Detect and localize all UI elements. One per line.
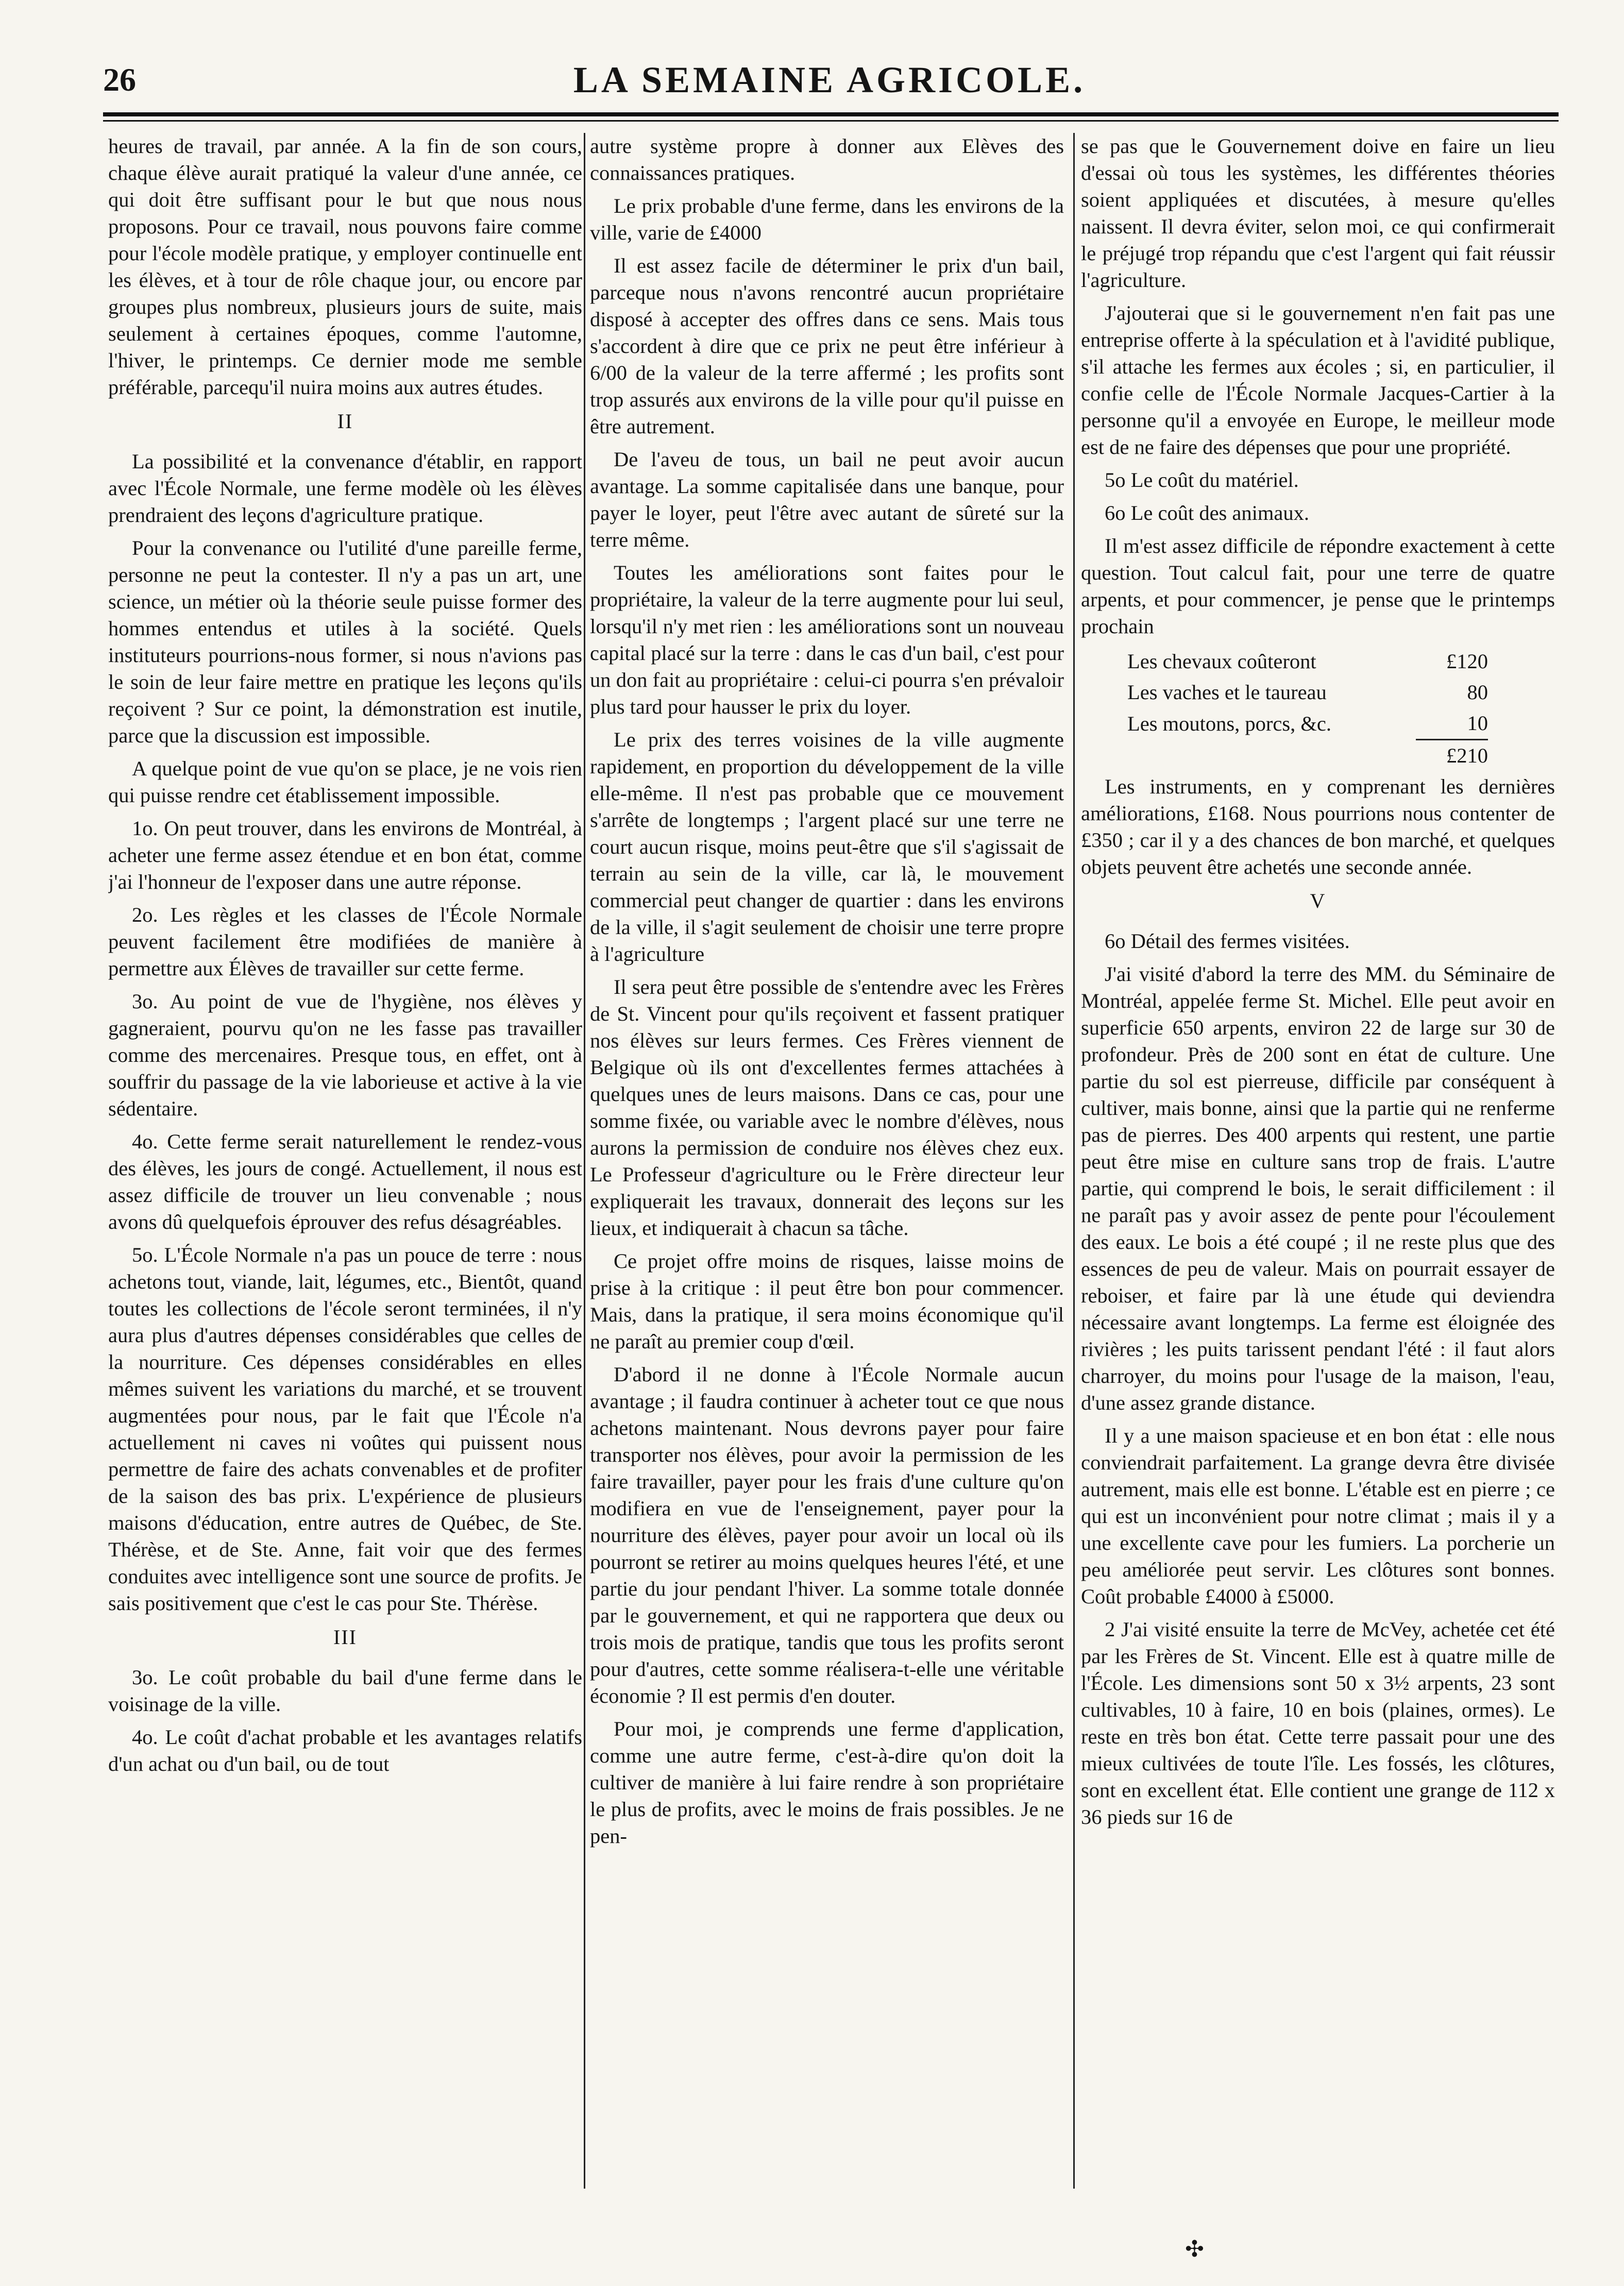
paragraph: 6o Le coût des animaux. xyxy=(1105,501,1310,524)
section-heading: II xyxy=(337,410,353,433)
cost-label: Les chevaux coûteront xyxy=(1127,650,1316,673)
paragraph: 5o. L'École Normale n'a pas un pouce de terre : nous achetons tout, viande, lait, légumes, etc., Bientôt, quand toutes les collections de l'école seront terminées, il n'y aura plus d'autres dépenses considérables que celles de la nourriture. Ces dépenses considérables en elles mêmes suivent les variations du marché, et se trouvent augmentées pour nous, par le fait que l'École n'a actuellement ni caves ni voûtes qui puissent nous permettre de faire des achats convenables et de profiter de la saison des bas prix. L'expérience de plusieurs maisons d'éducation, entre autres de Québec, de Ste. Thérèse, et de Ste. Anne, fait voir que des fermes conduites avec intelligence sont une source de profits. Je sais positivement que c'est le cas pour Ste. Thérèse. xyxy=(108,1243,582,1615)
paragraph: heures de travail, par année. A la fin de son cours, chaque élève aurait pratiqué la valeur d'une année, ce qui doit être suffisant pour le but que nous nous proposons. Pour ce travail, nous pouvons faire comme pour l'école modèle pratique, y employer continuelle ent les élèves, et à tour de rôle chaque jour, ou encore par groupes plus nombreux, plusieurs jours de suite, mais seulement à certaines époques, comme l'automne, l'hiver, le printemps. Ce dernier mode me semble préférable, parcequ'il nuira moins aux autres études. xyxy=(108,134,582,399)
paragraph: autre système propre à donner aux Elèves des connaissances pratiques. xyxy=(590,134,1064,184)
paragraph: 1o. On peut trouver, dans les environs de Montréal, à acheter une ferme assez étendue et en bon état, comme j'ai l'honneur de l'exposer dans une autre réponse. xyxy=(108,817,582,893)
paragraph: Toutes les améliorations sont faites pour le propriétaire, la valeur de la terre augmente pour lui seul, lorsqu'il n'y met rien : les améliorations sont un nouveau capital placé sur la terre : dans le cas d'un bail, c'est pour un don fait au propriétaire : celui-ci pourra s'en prévaloir plus tard pour hausser le prix du loyer. xyxy=(590,561,1064,718)
cost-total-spacer xyxy=(1127,740,1416,772)
paragraph: Il sera peut être possible de s'entendre avec les Frères de St. Vincent pour qu'ils reçoivent et fassent pratiquer nos élèves sur leurs fermes. Ces Frères viennent de Belgique où ils ont d'excellentes fermes attachées à quelques unes de leurs maisons. Dans ce cas, pour une somme fixée, ou variable avec le nombre d'élèves, nous aurons la permission de conduire nos élèves chez eux. Le Professeur d'agriculture ou le Frère directeur leur expliquerait les travaux, donnerait des leçons sur les lieux, et indiquerait à chacun sa tâche. xyxy=(590,975,1064,1240)
paragraph: Il m'est assez difficile de répondre exactement à cette question. Tout calcul fait, pour une terre de quatre arpents, et pour commencer, je pense que le printemps prochain xyxy=(1081,534,1555,638)
paragraph: 4o. Cette ferme serait naturellement le rendez-vous des élèves, les jours de congé. Actuellement, il nous est assez difficile de trouver un lieu convenable ; nous avons dû quelquefois éprouver des refus désagréables. xyxy=(108,1130,582,1233)
paragraph: Pour la convenance ou l'utilité d'une pareille ferme, personne ne peut la contester. Il n'y a pas un art, une science, un métier où la théorie seule puisse former des hommes entendus et utiles à la société. Quels instituteurs pourrions-nous former, si nous n'avions pas le soin de leur faire mettre en pratique les leçons qu'ils reçoivent ? Sur ce point, la démonstration est inutile, parce que la discussion est impossible. xyxy=(108,536,582,747)
paragraph: se pas que le Gouvernement doive en faire un lieu d'essai où tous les systèmes, les différentes théories soient appliquées et discutées, à mesure qu'elles naissent. Il devra éviter, selon moi, ce qui confirmerait le préjugé trop répandu que c'est l'argent qui fait réussir l'agriculture. xyxy=(1081,134,1555,292)
page-number: 26 xyxy=(103,61,136,98)
cost-amount: £120 xyxy=(1446,650,1488,673)
paragraph: D'abord il ne donne à l'École Normale aucun avantage ; il faudra continuer à acheter tout ce que nous achetons maintenant. Nous devrons payer pour faire transporter nos élèves, pour avoir la permission de les faire travailler, payer pour les frais d'une culture qu'on modifiera en vue de l'enseignement, payer pour la nourriture des élèves, payer pour avoir un local où ils pourront se retirer au moins quelques heures l'été, et une partie du jour pendant l'hiver. La somme totale donnée par le gouvernement, et qui ne rapportera que deux ou trois mois de pratique, tandis que tous les profits seront pour d'autres, cette somme réalisera-t-elle une véritable économie ? Il est permis d'en douter. xyxy=(590,1363,1064,1707)
paragraph: 3o. Au point de vue de l'hygiène, nos élèves y gagneraient, pourvu qu'on ne les fasse pas travailler comme des mercenaires. Presque tous, en effet, ont à souffrir du passage de la vie laborieuse et active à la vie sédentaire. xyxy=(108,990,582,1120)
cost-total-row xyxy=(1127,740,1488,772)
cost-label: Les vaches et le taureau xyxy=(1127,681,1327,704)
header-rule-thin xyxy=(103,120,1559,122)
paragraph: Pour moi, je comprends une ferme d'application, comme une autre ferme, c'est-à-dire qu'on doit la cultiver de manière à lui faire rendre à son propriétaire le plus de profits, avec le moins de frais possibles. Je ne pen- xyxy=(590,1717,1064,1848)
paragraph: A quelque point de vue qu'on se place, je ne vois rien qui puisse rendre cet établissement impossible. xyxy=(108,757,582,807)
printer-mark: ✣ xyxy=(1185,2237,1204,2262)
cost-amount: 10 xyxy=(1467,712,1488,735)
text-column-3 xyxy=(1081,133,1555,2204)
paragraph: 6o Détail des fermes visitées. xyxy=(1105,929,1350,953)
paragraph: La possibilité et la convenance d'établir, en rapport avec l'École Normale, une ferme modèle où les élèves prendraient des leçons d'agriculture pratique. xyxy=(108,450,582,527)
paragraph: Il y a une maison spacieuse et en bon état : elle nous conviendrait parfaitement. La grange devra être divisée autrement, mais elle est bonne. L'étable est en pierre ; ce qui est un inconvénient pour notre climat ; mais il y a une excellente cave pour les fumiers. La porcherie un peu améliorée peut servir. Les clôtures sont bonnes. Coût probable £4000 à £5000. xyxy=(1081,1424,1555,1608)
paragraph: 4o. Le coût d'achat probable et les avantages relatifs d'un achat ou d'un bail, ou de tout xyxy=(108,1725,582,1775)
page-header xyxy=(103,54,1556,111)
paragraph: Le prix probable d'une ferme, dans les environs de la ville, varie de £4000 xyxy=(590,194,1064,244)
column-divider xyxy=(1073,133,1075,2189)
cost-row xyxy=(1127,646,1488,677)
cost-row xyxy=(1127,708,1488,740)
cost-label: Les moutons, porcs, &c. xyxy=(1127,712,1331,735)
paragraph: J'ajouterai que si le gouvernement n'en fait pas une entreprise offerte à la spéculation et à l'avidité publique, s'il attache les fermes aux écoles ; si, en particulier, il confie celle de l'École Normale Jacques-Cartier à la personne qu'il a envoyée en Europe, le meilleur mode est de ne faire des dépenses que pour une propriété. xyxy=(1081,301,1555,459)
column-divider xyxy=(584,133,585,2189)
paragraph: Ce projet offre moins de risques, laisse moins de prise à la critique : il peut être bon pour commencer. Mais, dans la pratique, il sera moins économique qu'il ne paraît au premier coup d'œil. xyxy=(590,1249,1064,1353)
section-heading: V xyxy=(1310,889,1326,912)
paragraph: De l'aveu de tous, un bail ne peut avoir aucun avantage. La somme capitalisée dans une banque, pour payer le loyer, peut l'être avec autant de sûreté sur la terre même. xyxy=(590,448,1064,551)
paragraph: Le prix des terres voisines de la ville augmente rapidement, en proportion du développement de la ville elle-même. Il n'est pas probable que ce mouvement s'arrête de longtemps ; l'argent placé sur une terre ne court aucun risque, moins peut-être que s'il s'agissait de terrain au sein de la ville, car là, le mouvement commercial peut changer de quartier : dans les environs de la ville, il s'agit seulement de choisir une terre propre à l'agriculture xyxy=(590,728,1064,966)
paragraph: 2 J'ai visité ensuite la terre de McVey, achetée cet été par les Frères de St. Vincent. Elle est à quatre mille de l'École. Les dimensions sont 50 x 3½ arpents, 23 sont cultivables, 10 à faire, 10 en bois (plaines, ormes). Le reste en très bon état. Cette terre passait pour une des mieux cultivées de toute l'île. Les fossés, les clôtures, sont en excellent état. Elle contient une grange de 112 x 36 pieds sur 16 de xyxy=(1081,1618,1555,1828)
journal-title: LA SEMAINE AGRICOLE. xyxy=(573,59,1086,100)
section-heading: III xyxy=(333,1625,357,1649)
text-column-1 xyxy=(108,133,582,2204)
paragraph: J'ai visité d'abord la terre des MM. du Séminaire de Montréal, appelée ferme St. Michel. Elle peut avoir en superficie 650 arpents, environ 22 de large sur 30 de profondeur. Près de 200 sont en état de culture. Une partie du sol est pierreuse, difficile par conséquent à cultiver, mais bonne, ainsi que la partie qui ne renferme pas de pierres. Des 400 arpents qui restent, une partie peut être mise en culture sans trop de frais. L'autre partie, qui comprend le bois, le serait difficilement : il ne paraît pas y avoir assez de pente pour l'écoulement des eaux. Le bois a été coupé ; il ne reste plus que des essences de peu de valeur. Mais on pourrait essayer de reboiser, et faire par là une étude qui deviendra nécessaire avant longtemps. La ferme est éloignée des rivières ; les puits tarissent pendant l'été : il faut alors charroyer, du moins pour l'usage de la maison, l'eau, d'une assez grande distance. xyxy=(1081,962,1555,1414)
text-column-2 xyxy=(590,133,1064,2204)
cost-amount: 80 xyxy=(1467,681,1488,704)
paragraph: Les instruments, en y comprenant les dernières améliorations, £168. Nous pourrions nous contenter de £350 ; car il y a des chances de bon marché, et quelques objets peuvent être achetés une seconde année. xyxy=(1081,775,1555,878)
header-rule-thick xyxy=(103,112,1559,116)
cost-row xyxy=(1127,677,1488,708)
cost-total: £210 xyxy=(1416,740,1488,772)
paragraph: 2o. Les règles et les classes de l'École Normale peuvent facilement être modifiées de manière à permettre aux Élèves de travailler sur cette ferme. xyxy=(108,903,582,980)
paragraph: 5o Le coût du matériel. xyxy=(1105,468,1299,492)
cost-table xyxy=(1127,646,1488,771)
paragraph: Il est assez facile de déterminer le prix d'un bail, parceque nous n'avons rencontré aucun propriétaire disposé à accepter des offres dans ce sens. Mais tous s'accordent à dire que ce prix ne peut être inférieur à 6/00 de la valeur de la terre affermé ; les profits sont trop assurés aux environs de la ville pour qu'il puisse en être autrement. xyxy=(590,254,1064,438)
paragraph: 3o. Le coût probable du bail d'une ferme dans le voisinage de la ville. xyxy=(108,1666,582,1716)
